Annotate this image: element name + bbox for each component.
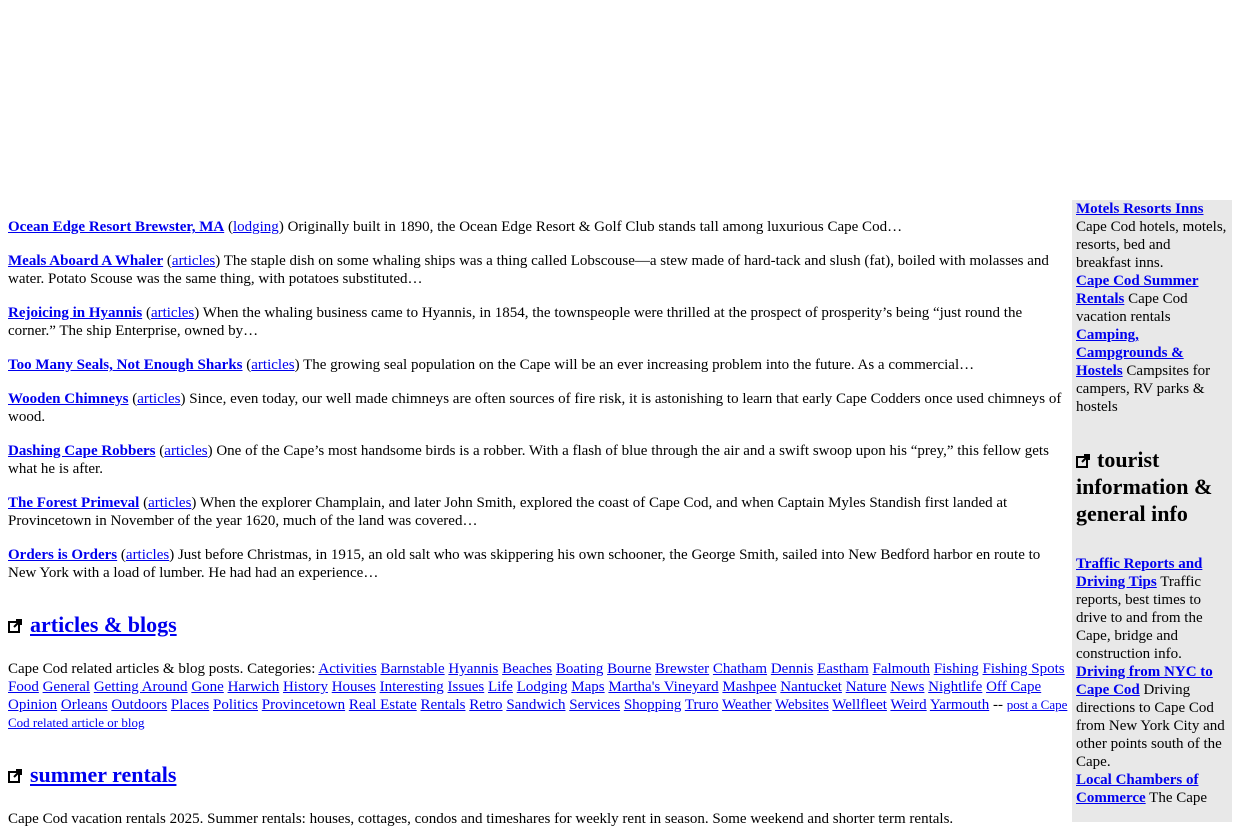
category-link[interactable]: Retro <box>469 697 503 713</box>
entry-summary: The staple dish on some whaling ships was a thing called Lobscouse—a stew made of hard-tack and slush (fat), boiled with molasses and water. Potato Scouse was the same thing, with potatoes substituted… <box>8 253 1049 287</box>
category-link[interactable]: Shopping <box>623 697 682 713</box>
category-link[interactable]: Getting Around <box>93 679 188 695</box>
category-link[interactable]: Opinion <box>8 697 58 713</box>
category-link[interactable]: Sandwich <box>506 697 566 713</box>
sidebar <box>1072 182 1232 822</box>
category-link[interactable]: Fishing <box>933 661 979 677</box>
top-blank-area <box>0 0 1240 200</box>
entry-item: Meals Aboard A Whaler (articles) The staple dish on some whaling ships was a thing called Lobscouse—a stew made of hard-tack and slush (fat), boiled with molasses and water. Potato Scouse was the same thing, with potatoes substituted… <box>8 253 1049 287</box>
sidebar-item <box>1076 272 1228 326</box>
category-link[interactable]: Yarmouth <box>929 697 990 713</box>
category-link[interactable]: Hyannis <box>448 661 499 677</box>
category-link[interactable]: Real Estate <box>348 697 417 713</box>
category-link[interactable]: Nightlife <box>928 679 983 695</box>
post-separator: -- <box>992 697 1003 713</box>
entry-title-link[interactable]: Rejoicing in Hyannis <box>8 305 143 321</box>
sidebar-item-link[interactable]: Cape Cod Summer Rentals <box>1076 273 1199 307</box>
category-link[interactable]: Maps <box>571 679 605 695</box>
category-link[interactable]: Mashpee <box>722 679 777 695</box>
category-link[interactable]: Houses <box>331 679 376 695</box>
sidebar-item-link[interactable]: Driving from NYC to Cape Cod <box>1076 664 1213 698</box>
category-link[interactable]: Eastham <box>817 661 869 677</box>
category-link[interactable]: Off Cape <box>986 679 1042 695</box>
category-link[interactable]: Services <box>569 697 621 713</box>
sidebar-item <box>1076 326 1228 416</box>
category-link[interactable]: Lodging <box>516 679 568 695</box>
entry-item: Too Many Seals, Not Enough Sharks (articles) The growing seal population on the Cape will be an ever increasing problem into the future. As a commercial… <box>8 357 975 373</box>
sidebar-item-link[interactable]: Local Chambers of Commerce <box>1076 772 1199 806</box>
entry-title-link[interactable]: Too Many Seals, Not Enough Sharks <box>8 357 243 373</box>
category-link[interactable]: Brewster <box>655 661 710 677</box>
post-article-link[interactable]: post a Cape Cod related article or blog <box>8 697 1068 730</box>
category-link[interactable]: Nantucket <box>780 679 842 695</box>
category-link[interactable]: Places <box>170 697 210 713</box>
articles-heading-link[interactable]: articles & blogs <box>30 612 177 637</box>
category-link[interactable]: Bourne <box>607 661 652 677</box>
category-link[interactable]: Martha's Vineyard <box>608 679 719 695</box>
entry-title-link[interactable]: Meals Aboard A Whaler <box>8 253 164 269</box>
rentals-text: Cape Cod vacation rentals 2025. Summer rentals: houses, cottages, condos and timeshares for weekly rent in season. Some weekend and shorter term rentals. <box>8 811 954 827</box>
category-link[interactable]: Politics <box>213 697 259 713</box>
entry-title-link[interactable]: Dashing Cape Robbers <box>8 443 156 459</box>
entry-summary: Since, even today, our well made chimneys are often sources of fire risk, it is astonishing to learn that early Cape Codders once used chimneys of wood. <box>8 391 1062 425</box>
articles-heading <box>8 612 1070 638</box>
entry-tag-link[interactable]: articles <box>150 305 195 321</box>
entry-summary: When the whaling business came to Hyannis, in 1854, the townspeople were thrilled at the prospect of prosperity’s being “just round the corner.” The ship Enterprise, owned by… <box>8 305 1023 339</box>
category-link[interactable]: Orleans <box>60 697 108 713</box>
main-content <box>8 200 1070 828</box>
rentals-heading <box>8 762 1070 788</box>
entry-item: Dashing Cape Robbers (articles) One of the Cape’s most handsome birds is a robber. With a flash of blue through the air and a swift swoop upon his “prey,” this fellow gets what he is after. <box>8 443 1049 477</box>
sidebar-heading <box>1076 446 1228 527</box>
category-link[interactable]: Issues <box>447 679 485 695</box>
categories-paragraph <box>8 660 1070 732</box>
entry-summary: Originally built in 1890, the Ocean Edge Resort & Golf Club stands tall among luxurious Cape Cod… <box>287 219 903 235</box>
sidebar-item <box>1076 555 1228 663</box>
category-link[interactable]: Websites <box>775 697 829 713</box>
sidebar-item-text: Cape Cod vacation rentals <box>1076 291 1188 325</box>
entry-summary: The growing seal population on the Cape will be an ever increasing problem into the future. As a commercial… <box>303 357 975 373</box>
categories-intro: Cape Cod related articles & blog posts. Categories: <box>8 661 316 677</box>
entry-summary: One of the Cape’s most handsome birds is a robber. With a flash of blue through the air and a swift swoop upon his “prey,” this fellow gets what he is after. <box>8 443 1049 477</box>
category-link[interactable]: Nature <box>845 679 887 695</box>
cutoff-previous-row <box>8 200 1070 218</box>
category-link[interactable]: Chatham <box>712 661 768 677</box>
entry-title-link[interactable]: The Forest Primeval <box>8 495 140 511</box>
entry-item: Orders is Orders (articles) Just before Christmas, in 1915, an old salt who was skippering his own schooner, the George Smith, sailed into New Bedford harbor en route to New York with a load of lumber. He had had an experience… <box>8 547 1041 581</box>
category-link[interactable]: Truro <box>684 697 719 713</box>
entries-list <box>8 218 1070 582</box>
category-link[interactable]: Barnstable <box>380 661 445 677</box>
category-link[interactable]: Food <box>8 679 39 695</box>
entry-title-link[interactable]: Wooden Chimneys <box>8 391 129 407</box>
sidebar-item-text: Traffic reports, best times to drive to and from the Cape, bridge and construction info. <box>1076 574 1203 662</box>
external-link-icon <box>1076 453 1091 468</box>
entry-summary: When the explorer Champlain, and later John Smith, explored the coast of Cape Cod, and when Captain Myles Standish first landed at Provincetown in November of the year 1620, much of the land was covered… <box>8 495 1008 529</box>
entry-tag-link[interactable]: articles <box>125 547 170 563</box>
entry-summary: Just before Christmas, in 1915, an old salt who was skippering his own schooner, the George Smith, sailed into New Bedford harbor en route to New York with a load of lumber. He had had an experience… <box>8 547 1041 581</box>
entry-tag-link[interactable]: articles <box>164 443 208 459</box>
sidebar-item-text: Cape Cod hotels, motels, resorts, bed and breakfast inns. <box>1076 219 1227 271</box>
sidebar-heading-text: tourist information & general info <box>1076 447 1213 526</box>
sidebar-item-link[interactable]: Camping, Campgrounds & Hostels <box>1076 327 1184 379</box>
sidebar-item-link[interactable]: Traffic Reports and Driving Tips <box>1076 556 1203 590</box>
entry-tag-link[interactable]: articles <box>148 495 192 511</box>
sidebar-item-text: Campsites for campers, RV parks & hostels <box>1076 363 1211 415</box>
entry-tag-link[interactable]: lodging <box>232 219 279 235</box>
category-link[interactable]: Harwich <box>227 679 280 695</box>
category-link[interactable]: Falmouth <box>872 661 930 677</box>
category-link[interactable]: History <box>282 679 328 695</box>
category-link[interactable]: Dennis <box>770 661 814 677</box>
sidebar-item-text: Driving directions to Cape Cod from New York City and other points south of the Cape. <box>1076 682 1225 770</box>
entry-item: The Forest Primeval (articles) When the explorer Champlain, and later John Smith, explored the coast of Cape Cod, and when Captain Myles Standish first landed at Provincetown in November of the year 1620, much of the land was covered… <box>8 495 1008 529</box>
category-link[interactable]: General <box>42 679 91 695</box>
entry-title-link[interactable]: Ocean Edge Resort Brewster, MA <box>8 219 225 235</box>
category-link[interactable]: News <box>890 679 925 695</box>
category-link[interactable]: Boating <box>555 661 604 677</box>
category-link[interactable]: Rentals <box>420 697 466 713</box>
category-link[interactable]: Activities <box>318 661 377 677</box>
category-link[interactable]: Life <box>487 679 513 695</box>
entry-item: Wooden Chimneys (articles) Since, even today, our well made chimneys are often sources of fire risk, it is astonishing to learn that early Cape Codders once used chimneys of wood. <box>8 391 1062 425</box>
category-link[interactable]: Gone <box>191 679 224 695</box>
category-link[interactable]: Outdoors <box>111 697 168 713</box>
category-link[interactable]: Provincetown <box>261 697 346 713</box>
sidebar-top-items <box>1076 182 1228 416</box>
external-link-icon <box>8 618 23 633</box>
rentals-heading-link[interactable]: summer rentals <box>30 762 177 787</box>
sidebar-info-items <box>1076 555 1228 807</box>
category-link[interactable]: Fishing Spots <box>982 661 1065 677</box>
category-link[interactable]: Beaches <box>502 661 553 677</box>
entry-tag-link[interactable]: articles <box>251 357 295 373</box>
sidebar-item <box>1076 663 1228 771</box>
entry-title-link[interactable]: Orders is Orders <box>8 547 118 563</box>
entry-item: Rejoicing in Hyannis (articles) When the whaling business came to Hyannis, in 1854, the townspeople were thrilled at the prospect of prosperity’s being “just round the corner.” The ship Enterprise, owned by… <box>8 305 1023 339</box>
sidebar-item-link[interactable]: Motels Resorts Inns <box>1076 201 1204 217</box>
sidebar-item-text: The Cape <box>1149 790 1208 806</box>
category-link[interactable]: Weather <box>721 697 772 713</box>
sidebar-item <box>1076 771 1228 807</box>
category-link[interactable]: Weird <box>890 697 927 713</box>
entry-tag-link[interactable]: articles <box>137 391 181 407</box>
category-link[interactable]: Interesting <box>379 679 444 695</box>
external-link-icon <box>8 768 23 783</box>
entry-item: Ocean Edge Resort Brewster, MA (lodging) Originally built in 1890, the Ocean Edge Resort & Golf Club stands tall among luxurious Cape Cod… <box>8 219 903 235</box>
entry-tag-link[interactable]: articles <box>171 253 216 269</box>
category-link[interactable]: Wellfleet <box>832 697 887 713</box>
